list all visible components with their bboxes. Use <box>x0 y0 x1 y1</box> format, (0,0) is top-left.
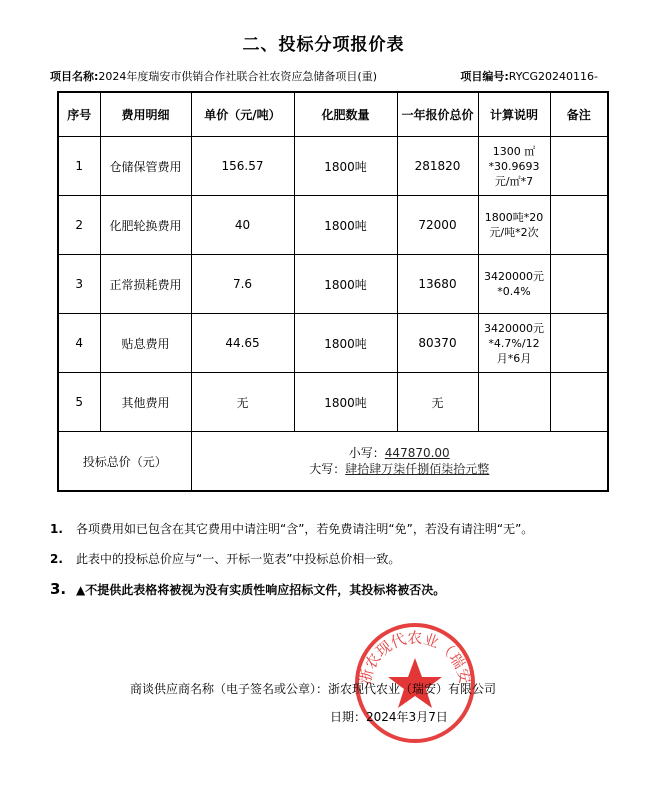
signature-label: 商谈供应商名称（电子签名或公章）： <box>130 682 329 696</box>
date-label: 日期： <box>330 710 367 724</box>
cell-calc <box>478 255 550 314</box>
cell-no: 1 <box>58 137 100 196</box>
cell-total: 无 <box>397 373 478 432</box>
cell-note <box>550 196 608 255</box>
cell-qty: 1800吨 <box>294 314 397 373</box>
cell-note <box>550 137 608 196</box>
header-note: 备注 <box>550 92 608 137</box>
cell-calc <box>478 137 550 196</box>
project-name-label: 项目名称: <box>50 70 99 83</box>
total-upper-label: 大写： <box>309 462 346 476</box>
cell-total: 13680 <box>397 255 478 314</box>
cell-qty: 1800吨 <box>294 255 397 314</box>
calc-line: 1800吨*20 <box>484 211 544 224</box>
cell-note <box>550 314 608 373</box>
cell-price: 7.6 <box>191 255 294 314</box>
cell-qty: 1800吨 <box>294 196 397 255</box>
cell-total: 72000 <box>397 196 478 255</box>
note-number: 2. <box>50 552 63 566</box>
header-item: 费用明细 <box>100 92 191 137</box>
header-qty: 化肥数量 <box>294 92 397 137</box>
date-value: 2024年3月7日 <box>366 710 448 724</box>
cell-price: 156.57 <box>191 137 294 196</box>
cell-total: 281820 <box>397 137 478 196</box>
project-meta <box>50 68 598 84</box>
note-text: ▲不提供此表格将被视为没有实质性响应招标文件，其投标将被否决。 <box>76 583 446 597</box>
note-number: 3. <box>50 580 67 598</box>
cell-total: 80370 <box>397 314 478 373</box>
calc-line: 3420000元 <box>484 321 544 335</box>
cell-price: 44.65 <box>191 314 294 373</box>
cell-item: 正常损耗费用 <box>100 255 191 314</box>
note-number: 1. <box>50 522 63 536</box>
cell-calc <box>478 373 550 432</box>
header-price: 单价（元/吨） <box>191 92 294 137</box>
calc-line: 元/㎡*7 <box>494 174 534 188</box>
calc-line: 元/吨*2次 <box>489 226 539 239</box>
total-row <box>58 432 608 492</box>
total-upper <box>192 461 608 477</box>
cell-no: 2 <box>58 196 100 255</box>
note-item <box>50 520 533 550</box>
project-name-value: 2024年度瑞安市供销合作社联合社农资应急储备项目(重) <box>98 70 377 83</box>
calc-line: *30.9693 <box>488 159 540 173</box>
total-label: 投标总价（元） <box>58 432 191 492</box>
table-row <box>58 137 608 196</box>
cell-no: 4 <box>58 314 100 373</box>
signature-line <box>130 680 496 697</box>
notes <box>50 520 533 610</box>
calc-line: 月*6月 <box>496 351 532 365</box>
cell-qty: 1800吨 <box>294 137 397 196</box>
quote-table <box>57 91 609 492</box>
date-line <box>330 708 448 725</box>
cell-note <box>550 373 608 432</box>
note-item <box>50 580 533 610</box>
seal-text: 浙农现代农业（瑞安 <box>355 628 475 687</box>
table-row <box>58 314 608 373</box>
note-text: 此表中的投标总价应与“一、开标一览表”中投标总价相一致。 <box>76 552 401 566</box>
total-upper-value: 肆拾肆万柒仟捌佰柒拾元整 <box>345 462 490 476</box>
cell-qty: 1800吨 <box>294 373 397 432</box>
cell-item: 化肥轮换费用 <box>100 196 191 255</box>
cell-calc <box>478 196 550 255</box>
cell-price: 40 <box>191 196 294 255</box>
cell-calc <box>478 314 550 373</box>
calc-line: *4.7%/12 <box>488 336 540 350</box>
signature-value: 浙农现代农业（瑞安）有限公司 <box>328 682 497 696</box>
table-row <box>58 196 608 255</box>
project-code-label: 项目编号: <box>460 70 509 83</box>
cell-item: 仓储保管费用 <box>100 137 191 196</box>
project-code-value: RYCG20240116- <box>508 70 598 83</box>
page-title: 二、投标分项报价表 <box>242 35 405 55</box>
calc-line: 3420000元 <box>484 270 544 283</box>
total-values <box>191 432 608 492</box>
cell-no: 5 <box>58 373 100 432</box>
total-lower <box>192 445 608 461</box>
cell-no: 3 <box>58 255 100 314</box>
cell-note <box>550 255 608 314</box>
header-calc: 计算说明 <box>478 92 550 137</box>
total-lower-value: 447870.00 <box>384 446 450 460</box>
calc-line: *0.4% <box>497 285 531 298</box>
note-item <box>50 550 533 580</box>
cell-price: 无 <box>191 373 294 432</box>
header-total: 一年报价总价 <box>397 92 478 137</box>
project-code <box>460 68 598 84</box>
cell-item: 其他费用 <box>100 373 191 432</box>
calc-line: 1300 ㎡ <box>492 144 536 158</box>
table-row <box>58 255 608 314</box>
note-text: 各项费用如已包含在其它费用中请注明“含”，若免费请注明“免”，若没有请注明“无”。 <box>76 522 534 536</box>
header-no: 序号 <box>58 92 100 137</box>
total-lower-label: 小写： <box>348 446 385 460</box>
table-row <box>58 373 608 432</box>
cell-item: 贴息费用 <box>100 314 191 373</box>
header-row <box>58 92 608 137</box>
